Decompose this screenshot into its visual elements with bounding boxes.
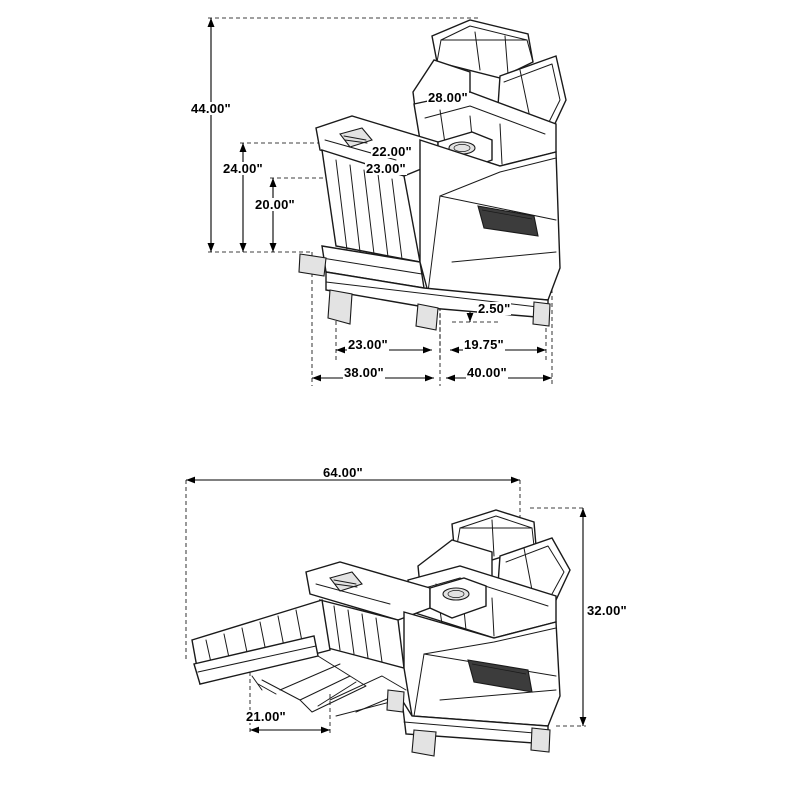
dim-reclined-length: 64.00" — [323, 465, 363, 480]
dim-seat-depth: 23.00" — [348, 337, 388, 352]
dim-reclined-height: 32.00" — [587, 603, 627, 618]
dim-side-depth: 19.75" — [464, 337, 504, 352]
dim-footrest-extension: 21.00" — [246, 709, 286, 724]
dim-arm-height: 24.00" — [223, 161, 263, 176]
dim-overall-width: 40.00" — [467, 365, 507, 380]
dim-arm-width: 23.00" — [366, 161, 406, 176]
dim-seat-back-height: 28.00" — [428, 90, 468, 105]
dim-clearance: 2.50" — [478, 301, 511, 316]
dim-overall-height: 44.00" — [191, 101, 231, 116]
dim-console-height: 22.00" — [372, 144, 412, 159]
dim-overall-depth: 38.00" — [344, 365, 384, 380]
dim-seat-height: 20.00" — [255, 197, 295, 212]
